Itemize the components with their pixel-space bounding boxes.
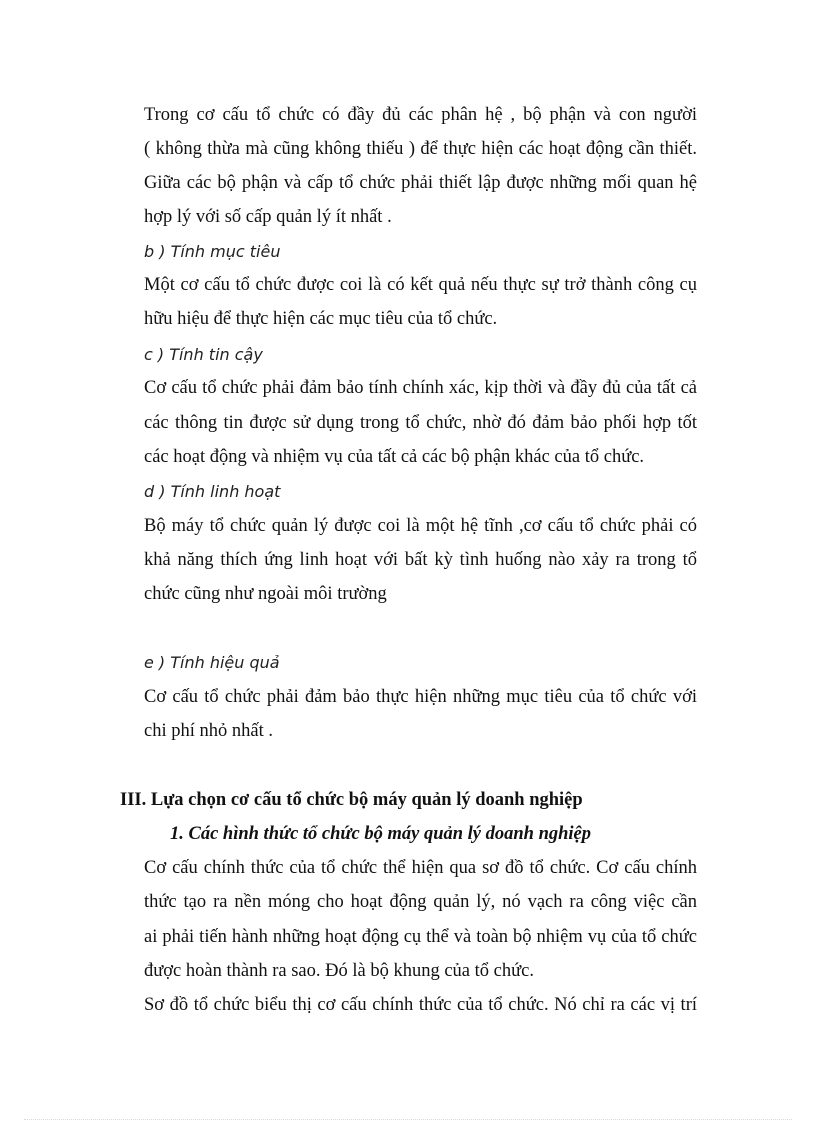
heading-tinh-linh-hoat: d ) Tính linh hoạt: [144, 482, 281, 501]
paragraph-line: ai phải tiến hành những hoạt động cụ thể và toàn bộ nhiệm vụ của tổ chức: [144, 927, 697, 947]
heading-tinh-tin-cay: c ) Tính tin cậy: [144, 345, 263, 364]
page-bottom-divider: [24, 1119, 792, 1120]
paragraph-line: Cơ cấu tổ chức phải đảm bảo tính chính xác, kịp thời và đầy đủ của tất cả: [144, 378, 697, 398]
paragraph-line: ( không thừa mà cũng không thiếu ) để thực hiện các hoạt động cần thiết.: [144, 139, 697, 159]
heading-tinh-hieu-qua: e ) Tính hiệu quả: [144, 653, 280, 672]
subsection-title: 1. Các hình thức tổ chức bộ máy quản lý doanh nghiệp: [170, 824, 592, 844]
paragraph-line: chi phí nhỏ nhất .: [144, 721, 273, 741]
paragraph-line: Cơ cấu tổ chức phải đảm bảo thực hiện những mục tiêu của tổ chức với: [144, 687, 697, 707]
section-title: III. Lựa chọn cơ cấu tổ chức bộ máy quản lý doanh nghiệp: [120, 790, 583, 810]
paragraph-line: hợp lý với số cấp quản lý ít nhất .: [144, 207, 392, 227]
paragraph-line: các thông tin được sử dụng trong tổ chức, nhờ đó đảm bảo phối hợp tốt: [144, 413, 697, 433]
paragraph-line: Trong cơ cấu tổ chức có đầy đủ các phân hệ , bộ phận và con người: [144, 105, 697, 125]
paragraph-line: Giữa các bộ phận và cấp tổ chức phải thiết lập được những mối quan hệ: [144, 173, 697, 193]
paragraph-line: hữu hiệu để thực hiện các mục tiêu của tổ chức.: [144, 309, 498, 329]
paragraph-line: Sơ đồ tổ chức biểu thị cơ cấu chính thức của tổ chức. Nó chỉ ra các vị trí: [144, 995, 697, 1015]
paragraph-line: Một cơ cấu tổ chức được coi là có kết quả nếu thực sự trở thành công cụ: [144, 275, 697, 295]
paragraph-line: Bộ máy tổ chức quản lý được coi là một hệ tĩnh ,cơ cấu tổ chức phải có: [144, 516, 697, 536]
paragraph-line: các hoạt động và nhiệm vụ của tất cả các bộ phận khác của tổ chức.: [144, 447, 645, 467]
paragraph-line: chức cũng như ngoài môi trường: [144, 584, 387, 604]
heading-tinh-muc-tieu: b ) Tính mục tiêu: [144, 242, 281, 261]
paragraph-line: Cơ cấu chính thức của tổ chức thể hiện qua sơ đồ tổ chức. Cơ cấu chính: [144, 858, 697, 878]
paragraph-line: khả năng thích ứng linh hoạt với bất kỳ tình huống nào xảy ra trong tổ: [144, 550, 697, 570]
paragraph-line: thức tạo ra nền móng cho hoạt động quản lý, nó vạch ra công việc cần: [144, 892, 697, 912]
paragraph-line: được hoàn thành ra sao. Đó là bộ khung của tổ chức.: [144, 961, 534, 981]
